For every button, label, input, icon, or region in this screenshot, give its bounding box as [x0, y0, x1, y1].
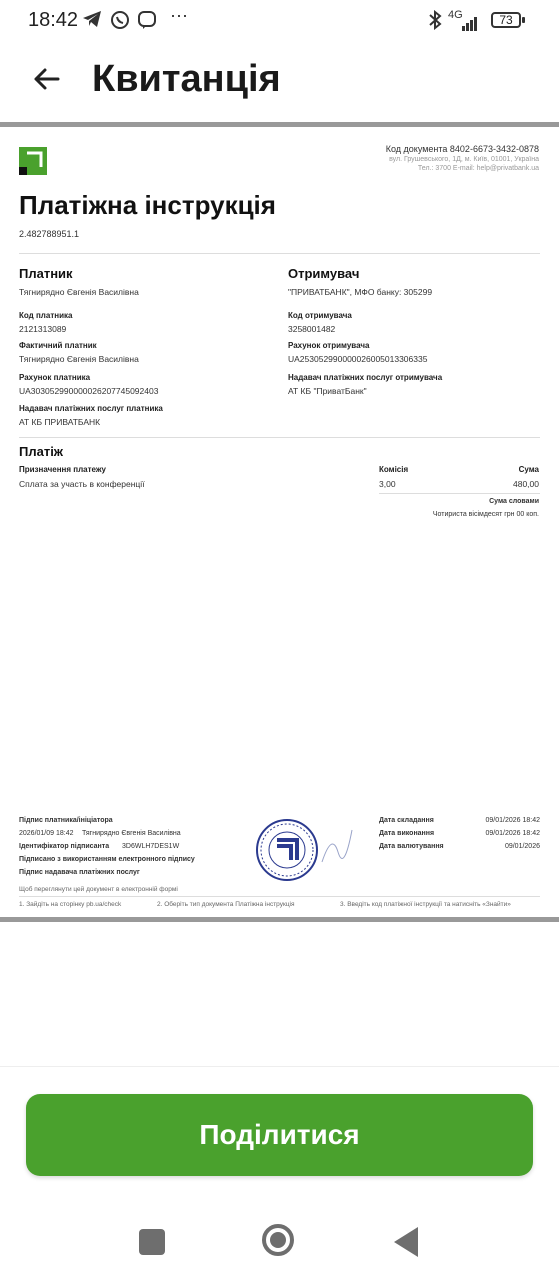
actual-payer-label: Фактичний платник — [19, 341, 97, 350]
value-date: 09/01/2026 — [504, 843, 540, 850]
status-bar — [0, 0, 559, 44]
commission-value: 3,00 — [379, 479, 396, 489]
recipient-heading: Отримувач — [288, 266, 360, 281]
arrow-left-icon — [30, 62, 64, 96]
check-step-2: 2. Оберіть тип документа Платіжна інструкція — [157, 901, 295, 908]
divider — [379, 493, 540, 494]
recipient-code-label: Код отримувача — [288, 311, 352, 320]
recipient-provider-label: Надавач платіжних послуг отримувача — [288, 373, 443, 382]
bank-seal-stamp — [255, 818, 319, 882]
bank-address — [389, 155, 539, 173]
divider — [19, 253, 540, 254]
recipient-account-label: Рахунок отримувача — [288, 341, 370, 350]
actual-payer: Тягнирядно Євгенія Василівна — [19, 354, 139, 364]
signature-datetime: 2026/01/09 18:42 — [19, 830, 74, 837]
payer-heading: Платник — [19, 266, 73, 281]
privatbank-logo — [19, 147, 47, 175]
payer-provider-label: Надавач платіжних послуг платника — [19, 404, 163, 413]
check-hint: Щоб переглянути цей документ в електронній формі — [19, 886, 178, 893]
contact-line: Тел.: 3700 E-mail: help@privatbank.ua — [417, 165, 539, 172]
payer-provider: АТ КБ ПРИВАТБАНК — [19, 417, 101, 427]
executed-date-label: Дата виконання — [379, 830, 435, 837]
check-step-1: 1. Зайдіть на сторінку pb.ua/check — [19, 901, 122, 908]
payer-code-label: Код платника — [19, 311, 73, 320]
signer-id: 3D6WLH7DES1W — [122, 843, 180, 850]
purpose-value: Сплата за участь в конференції — [19, 479, 145, 489]
signed-electronically: Підписано з використанням електронного підпису — [19, 856, 195, 863]
recipient-provider: АТ КБ "ПриватБанк" — [288, 386, 367, 396]
whatsapp-icon — [110, 10, 130, 35]
signature-label: Підпис платника/ініціатора — [19, 817, 113, 824]
bluetooth-icon — [428, 10, 442, 35]
created-date-label: Дата складання — [379, 817, 434, 824]
network-type: 4G — [448, 9, 463, 21]
recipient-account: UA253052990000026005013306335 — [288, 354, 428, 364]
purpose-label: Призначення платежу — [19, 465, 107, 474]
back-button[interactable] — [30, 62, 64, 96]
telegram-icon — [82, 10, 102, 33]
sum-words: Чотириста вісімдесят грн 00 коп. — [432, 511, 539, 518]
provider-signature: Підпис надавача платіжних послуг — [19, 869, 140, 876]
signer-name: Тягнирядно Євгенія Василівна — [82, 830, 181, 837]
document-title: Платіжна інструкція — [19, 190, 276, 220]
payer-account: UA303052990000026207745092403 — [19, 386, 159, 396]
created-date: 09/01/2026 18:42 — [485, 817, 540, 824]
divider — [19, 437, 540, 438]
document-number: 2.482788951.1 — [19, 229, 80, 239]
more-notifications-icon: ⋯ — [170, 6, 190, 26]
sum-value: 480,00 — [513, 479, 539, 489]
signature-scribble — [318, 822, 354, 877]
recipient-code: 3258001482 — [288, 324, 336, 334]
sum-words-label: Сума словами — [489, 498, 539, 505]
value-date-label: Дата валютування — [379, 843, 444, 850]
executed-date: 09/01/2026 18:42 — [485, 830, 540, 837]
document-code: Код документа 8402-6673-3432-0878 — [385, 144, 539, 154]
viber-icon — [137, 10, 157, 35]
sum-label: Сума — [518, 465, 539, 474]
receipt-document — [0, 122, 559, 922]
bottom-divider — [0, 1066, 559, 1067]
signal-icon — [462, 13, 478, 31]
recipient-name: "ПРИВАТБАНК", МФО банку: 305299 — [288, 287, 433, 297]
payment-heading: Платіж — [19, 444, 64, 459]
status-time: 18:42 — [28, 9, 79, 31]
home-dot-icon — [270, 1232, 286, 1248]
battery-icon — [522, 17, 525, 23]
signer-id-label: Ідентифікатор підписанта — [19, 843, 110, 850]
share-button[interactable]: Поділитися — [26, 1094, 533, 1176]
payer-code: 2121313089 — [19, 324, 67, 334]
check-step-3: 3. Введіть код платіжної інструкції та натисніть «Знайти» — [340, 901, 511, 908]
commission-label: Комісія — [379, 465, 409, 474]
battery-level: 73 — [491, 12, 521, 28]
payer-account-label: Рахунок платника — [19, 373, 91, 382]
recent-apps-button[interactable] — [139, 1229, 165, 1255]
address-line: вул. Грушевського, 1Д, м. Київ, 01001, Україна — [389, 156, 539, 163]
divider — [19, 896, 540, 897]
payer-name: Тягнирядно Євгенія Василівна — [19, 287, 139, 297]
page-title: Квитанція — [92, 58, 281, 100]
system-back-button[interactable] — [394, 1227, 418, 1257]
